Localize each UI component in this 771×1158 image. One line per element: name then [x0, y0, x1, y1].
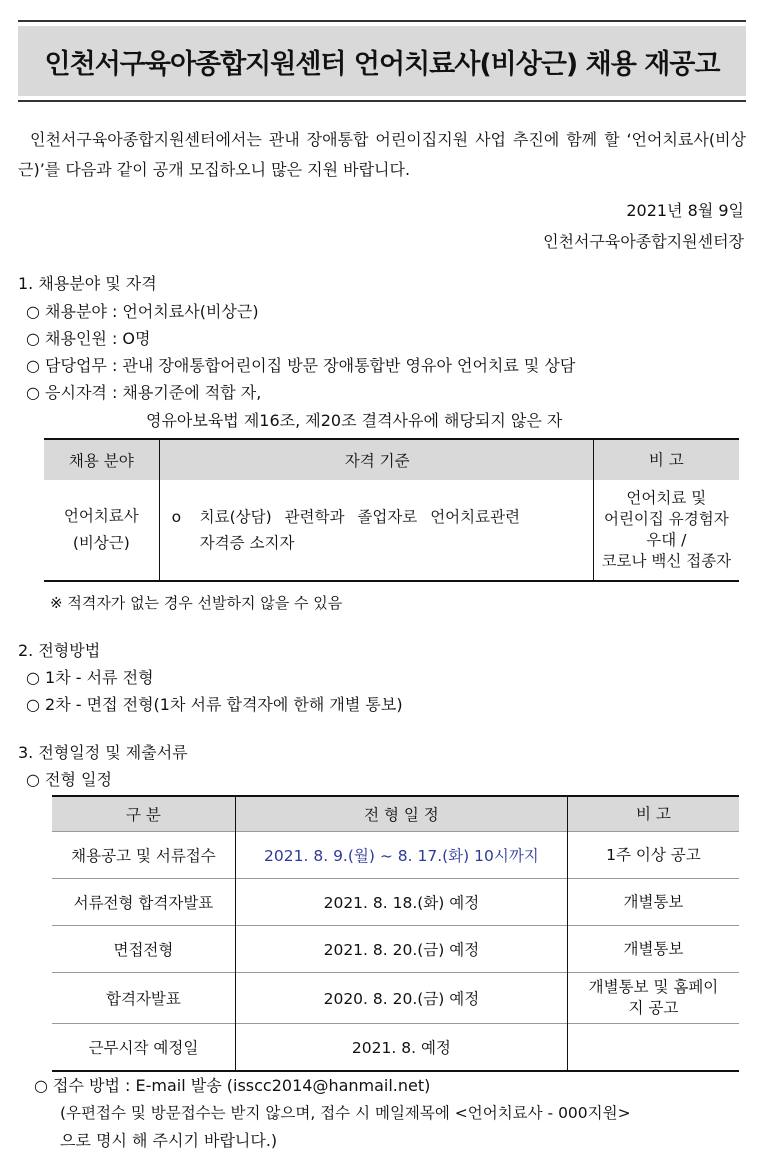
schedule-category: 채용공고 및 서류접수	[52, 832, 235, 879]
schedule-note	[567, 1024, 739, 1072]
table-row	[52, 1024, 739, 1072]
note-line: 어린이집 유경험자	[603, 510, 729, 528]
table-header: 구 분	[52, 796, 235, 832]
table-header-row	[44, 439, 739, 480]
schedule-category: 서류전형 합격자발표	[52, 879, 235, 926]
section2-heading: 2. 전형방법	[18, 641, 101, 660]
criteria-bullet: o	[171, 508, 182, 526]
note-line: 우대 /	[646, 531, 687, 549]
schedule-note: 개별통보	[567, 926, 739, 973]
table-header: 비 고	[593, 439, 739, 480]
schedule-date: 2021. 8. 20.(금) 예정	[235, 926, 567, 973]
section1-item: ○ 응시자격 : 채용기준에 적합 자,	[26, 383, 262, 402]
criteria-line: 자격증 소지자	[199, 534, 295, 552]
criteria-cell	[159, 480, 593, 581]
intro-paragraph: 인천서구육아종합지원센터에서는 관내 장애통합 어린이집지원 사업 추진에 함께 할 ‘언어치료사(비상근)’를 다음과 같이 공개 모집하오니 많은 지원 바랍니다.	[18, 130, 746, 179]
schedule-table	[52, 795, 739, 1072]
schedule-note: 개별통보 및 홈페이지 공고	[567, 973, 739, 1024]
table-row	[52, 832, 739, 879]
schedule-category: 면접전형	[52, 926, 235, 973]
title-banner	[18, 26, 746, 96]
section3-sub: ○ 전형 일정	[26, 770, 112, 789]
schedule-category: 근무시작 예정일	[52, 1024, 235, 1072]
field-line: 언어치료사	[63, 507, 139, 525]
schedule-date: 2020. 8. 20.(금) 예정	[235, 973, 567, 1024]
section1-heading: 1. 채용분야 및 자격	[18, 274, 157, 293]
section1-item: ○ 담당업무 : 관내 장애통합어린이집 방문 장애통합반 영유아 언어치료 및 상담	[26, 356, 576, 375]
field-line: (비상근)	[72, 534, 130, 552]
signer: 인천서구육아종합지원센터장	[543, 232, 744, 251]
section1-item: ○ 채용분야 : 언어치료사(비상근)	[26, 302, 259, 321]
submit-method: ○ 접수 방법 : E-mail 발송 (isscc2014@hanmail.net)	[34, 1076, 431, 1095]
note-line: 언어치료 및	[626, 489, 707, 507]
qualification-continuation: 영유아보육법 제16조, 제20조 결격사유에 해당되지 않은 자	[146, 411, 563, 430]
table-row	[52, 973, 739, 1024]
section3-heading: 3. 전형일정 및 제출서류	[18, 743, 188, 762]
table-header: 전 형 일 정	[235, 796, 567, 832]
announcement-date: 2021년 8월 9일	[626, 201, 744, 220]
page-title: 인천서구육아종합지원센터 언어치료사(비상근) 채용 재공고	[44, 48, 720, 80]
note-cell	[593, 480, 739, 581]
schedule-note: 개별통보	[567, 879, 739, 926]
table-row	[44, 480, 739, 581]
section2-item: ○ 1차 - 서류 전형	[26, 668, 154, 687]
schedule-date: 2021. 8. 9.(월) ~ 8. 17.(화) 10시까지	[235, 832, 567, 879]
table-header: 채용 분야	[44, 439, 159, 480]
schedule-date: 2021. 8. 18.(화) 예정	[235, 879, 567, 926]
table-header: 비 고	[567, 796, 739, 832]
criteria-line: 치료(상담) 관련학과 졸업자로 언어치료관련	[199, 508, 521, 526]
section1-item: ○ 채용인원 : O명	[26, 329, 151, 348]
title-box	[18, 20, 746, 102]
note-line: 코로나 백신 접종자	[601, 552, 732, 570]
schedule-date: 2021. 8. 예정	[235, 1024, 567, 1072]
field-cell	[44, 480, 159, 581]
table-header: 자격 기준	[159, 439, 593, 480]
schedule-category: 합격자발표	[52, 973, 235, 1024]
table-header-row	[52, 796, 739, 832]
table-row	[52, 926, 739, 973]
table-row	[52, 879, 739, 926]
section2-item: ○ 2차 - 면접 전형(1차 서류 합격자에 한해 개별 통보)	[26, 695, 403, 714]
submit-note: (우편접수 및 방문접수는 받지 않으며, 접수 시 메일제목에 <언어치료사 - 000지원>	[60, 1104, 631, 1122]
qualification-table	[44, 438, 739, 582]
footnote: ※ 적격자가 없는 경우 선발하지 않을 수 있음	[50, 594, 343, 612]
schedule-note: 1주 이상 공고	[567, 832, 739, 879]
submit-note: 으로 명시 해 주시기 바랍니다.)	[60, 1131, 278, 1150]
